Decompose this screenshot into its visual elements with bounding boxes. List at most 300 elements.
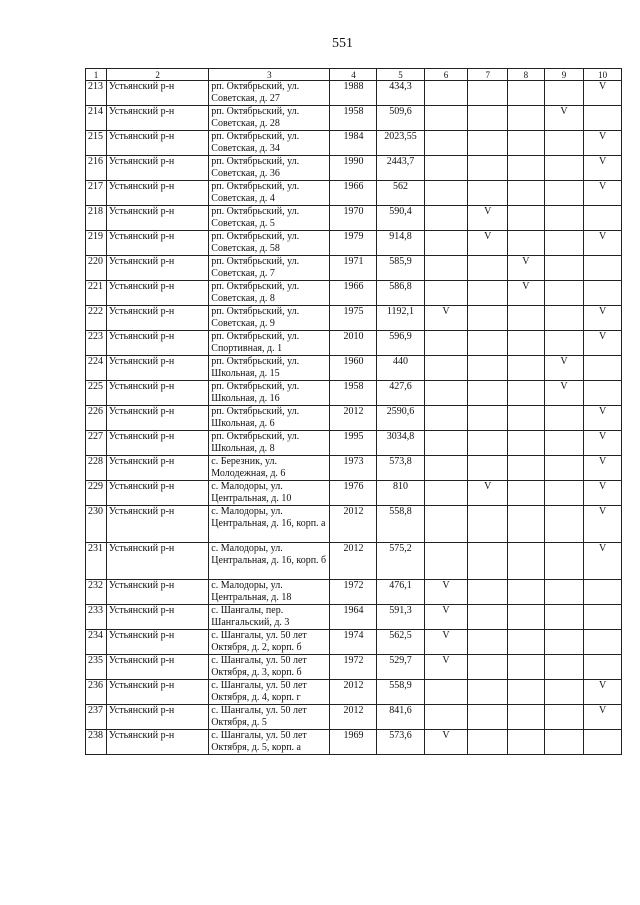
address-cell: рп. Октябрьский, ул. Советская, д. 5 — [209, 206, 330, 231]
mark-cell-col9: V — [544, 356, 584, 381]
year-cell: 2012 — [330, 506, 377, 543]
address-cell: с. Шангалы, ул. 50 лет Октября, д. 3, корп. б — [209, 655, 330, 680]
mark-cell-col8 — [508, 206, 545, 231]
row-number-cell: 222 — [86, 306, 107, 331]
mark-cell-col6 — [424, 456, 468, 481]
mark-cell-col10: V — [584, 306, 622, 331]
mark-cell-col7 — [468, 431, 508, 456]
area-cell: 2590,6 — [377, 406, 424, 431]
row-number-cell: 231 — [86, 543, 107, 580]
district-cell: Устьянский р-н — [106, 306, 208, 331]
row-number-cell: 236 — [86, 680, 107, 705]
mark-cell-col6 — [424, 81, 468, 106]
district-cell: Устьянский р-н — [106, 206, 208, 231]
district-cell: Устьянский р-н — [106, 506, 208, 543]
mark-cell-col8 — [508, 630, 545, 655]
area-cell: 575,2 — [377, 543, 424, 580]
mark-cell-col10 — [584, 281, 622, 306]
area-cell: 1192,1 — [377, 306, 424, 331]
mark-cell-col8 — [508, 131, 545, 156]
mark-cell-col8 — [508, 680, 545, 705]
address-cell: рп. Октябрьский, ул. Школьная, д. 8 — [209, 431, 330, 456]
area-cell: 573,6 — [377, 730, 424, 755]
mark-cell-col9 — [544, 543, 584, 580]
address-cell: рп. Октябрьский, ул. Советская, д. 7 — [209, 256, 330, 281]
address-cell: с. Шангалы, ул. 50 лет Октября, д. 5 — [209, 705, 330, 730]
mark-cell-col10: V — [584, 456, 622, 481]
table-row — [86, 331, 622, 356]
mark-cell-col8 — [508, 231, 545, 256]
district-cell: Устьянский р-н — [106, 131, 208, 156]
mark-cell-col9 — [544, 206, 584, 231]
district-cell: Устьянский р-н — [106, 705, 208, 730]
mark-cell-col8 — [508, 106, 545, 131]
mark-cell-col8 — [508, 156, 545, 181]
mark-cell-col10 — [584, 580, 622, 605]
mark-cell-col7 — [468, 306, 508, 331]
column-header: 10 — [584, 69, 622, 81]
address-cell: рп. Октябрьский, ул. Советская, д. 27 — [209, 81, 330, 106]
row-number-cell: 234 — [86, 630, 107, 655]
year-cell: 1972 — [330, 580, 377, 605]
mark-cell-col7: V — [468, 231, 508, 256]
mark-cell-col6 — [424, 181, 468, 206]
row-number-cell: 229 — [86, 481, 107, 506]
table-row — [86, 705, 622, 730]
mark-cell-col6: V — [424, 630, 468, 655]
mark-cell-col6: V — [424, 655, 468, 680]
area-cell: 427,6 — [377, 381, 424, 406]
mark-cell-col10 — [584, 356, 622, 381]
mark-cell-col7 — [468, 131, 508, 156]
area-cell: 562,5 — [377, 630, 424, 655]
mark-cell-col9 — [544, 630, 584, 655]
mark-cell-col9 — [544, 481, 584, 506]
mark-cell-col8 — [508, 481, 545, 506]
table-row — [86, 81, 622, 106]
table-row — [86, 506, 622, 543]
mark-cell-col8 — [508, 81, 545, 106]
mark-cell-col6 — [424, 543, 468, 580]
column-header: 1 — [86, 69, 107, 81]
year-cell: 1988 — [330, 81, 377, 106]
area-cell: 558,8 — [377, 506, 424, 543]
table-row — [86, 543, 622, 580]
district-cell: Устьянский р-н — [106, 481, 208, 506]
address-cell: рп. Октябрьский, ул. Школьная, д. 15 — [209, 356, 330, 381]
row-number-cell: 232 — [86, 580, 107, 605]
row-number-cell: 230 — [86, 506, 107, 543]
area-cell: 590,4 — [377, 206, 424, 231]
address-cell: рп. Октябрьский, ул. Советская, д. 58 — [209, 231, 330, 256]
table-row — [86, 730, 622, 755]
address-cell: с. Березник, ул. Молодежная, д. 6 — [209, 456, 330, 481]
mark-cell-col6 — [424, 331, 468, 356]
area-cell: 440 — [377, 356, 424, 381]
year-cell: 2012 — [330, 543, 377, 580]
table-row — [86, 655, 622, 680]
mark-cell-col10 — [584, 630, 622, 655]
table-row — [86, 356, 622, 381]
mark-cell-col10: V — [584, 406, 622, 431]
column-header: 2 — [106, 69, 208, 81]
address-cell: с. Малодоры, ул. Центральная, д. 16, корп. а — [209, 506, 330, 543]
table-body — [86, 81, 622, 755]
year-cell: 1976 — [330, 481, 377, 506]
mark-cell-col9 — [544, 406, 584, 431]
year-cell: 2012 — [330, 680, 377, 705]
year-cell: 1990 — [330, 156, 377, 181]
mark-cell-col10: V — [584, 131, 622, 156]
district-cell: Устьянский р-н — [106, 181, 208, 206]
district-cell: Устьянский р-н — [106, 730, 208, 755]
district-cell: Устьянский р-н — [106, 156, 208, 181]
year-cell: 1966 — [330, 181, 377, 206]
mark-cell-col6: V — [424, 605, 468, 630]
column-header: 9 — [544, 69, 584, 81]
mark-cell-col6: V — [424, 306, 468, 331]
table-row — [86, 406, 622, 431]
mark-cell-col8 — [508, 406, 545, 431]
mark-cell-col7: V — [468, 206, 508, 231]
mark-cell-col10: V — [584, 81, 622, 106]
mark-cell-col8 — [508, 456, 545, 481]
mark-cell-col7 — [468, 281, 508, 306]
row-number-cell: 228 — [86, 456, 107, 481]
column-number-header-row — [86, 69, 622, 81]
area-cell: 585,9 — [377, 256, 424, 281]
column-header: 4 — [330, 69, 377, 81]
address-cell: рп. Октябрьский, ул. Школьная, д. 16 — [209, 381, 330, 406]
mark-cell-col7 — [468, 705, 508, 730]
table-row — [86, 231, 622, 256]
year-cell: 1972 — [330, 655, 377, 680]
mark-cell-col8 — [508, 381, 545, 406]
row-number-cell: 214 — [86, 106, 107, 131]
row-number-cell: 226 — [86, 406, 107, 431]
mark-cell-col8 — [508, 331, 545, 356]
district-cell: Устьянский р-н — [106, 256, 208, 281]
mark-cell-col9 — [544, 181, 584, 206]
area-cell: 596,9 — [377, 331, 424, 356]
mark-cell-col7 — [468, 106, 508, 131]
mark-cell-col6: V — [424, 580, 468, 605]
mark-cell-col9 — [544, 331, 584, 356]
area-cell: 562 — [377, 181, 424, 206]
mark-cell-col10 — [584, 381, 622, 406]
year-cell: 1974 — [330, 630, 377, 655]
mark-cell-col10: V — [584, 506, 622, 543]
mark-cell-col6 — [424, 156, 468, 181]
district-cell: Устьянский р-н — [106, 81, 208, 106]
mark-cell-col10: V — [584, 231, 622, 256]
year-cell: 1966 — [330, 281, 377, 306]
mark-cell-col8 — [508, 705, 545, 730]
mark-cell-col6 — [424, 406, 468, 431]
table-row — [86, 106, 622, 131]
mark-cell-col6 — [424, 131, 468, 156]
row-number-cell: 233 — [86, 605, 107, 630]
address-cell: с. Шангалы, пер. Шангальский, д. 3 — [209, 605, 330, 630]
row-number-cell: 213 — [86, 81, 107, 106]
mark-cell-col10: V — [584, 543, 622, 580]
mark-cell-col8 — [508, 605, 545, 630]
mark-cell-col7 — [468, 630, 508, 655]
mark-cell-col10 — [584, 256, 622, 281]
district-cell: Устьянский р-н — [106, 456, 208, 481]
mark-cell-col9 — [544, 256, 584, 281]
mark-cell-col10 — [584, 605, 622, 630]
district-cell: Устьянский р-н — [106, 655, 208, 680]
mark-cell-col10 — [584, 206, 622, 231]
address-cell: рп. Октябрьский, ул. Советская, д. 9 — [209, 306, 330, 331]
district-cell: Устьянский р-н — [106, 630, 208, 655]
mark-cell-col8 — [508, 431, 545, 456]
area-cell: 841,6 — [377, 705, 424, 730]
mark-cell-col7: V — [468, 481, 508, 506]
district-cell: Устьянский р-н — [106, 281, 208, 306]
mark-cell-col7 — [468, 580, 508, 605]
table-row — [86, 580, 622, 605]
year-cell: 1995 — [330, 431, 377, 456]
mark-cell-col6: V — [424, 730, 468, 755]
mark-cell-col9: V — [544, 106, 584, 131]
mark-cell-col10: V — [584, 156, 622, 181]
mark-cell-col10: V — [584, 680, 622, 705]
address-cell: с. Шангалы, ул. 50 лет Октября, д. 2, корп. б — [209, 630, 330, 655]
mark-cell-col10: V — [584, 431, 622, 456]
mark-cell-col7 — [468, 181, 508, 206]
mark-cell-col9 — [544, 506, 584, 543]
mark-cell-col8 — [508, 730, 545, 755]
mark-cell-col9 — [544, 705, 584, 730]
district-cell: Устьянский р-н — [106, 106, 208, 131]
table-row — [86, 456, 622, 481]
mark-cell-col9 — [544, 306, 584, 331]
mark-cell-col7 — [468, 156, 508, 181]
mark-cell-col9 — [544, 81, 584, 106]
mark-cell-col9 — [544, 655, 584, 680]
table-row — [86, 381, 622, 406]
year-cell: 1970 — [330, 206, 377, 231]
mark-cell-col9 — [544, 131, 584, 156]
table-row — [86, 481, 622, 506]
year-cell: 1979 — [330, 231, 377, 256]
row-number-cell: 216 — [86, 156, 107, 181]
mark-cell-col7 — [468, 543, 508, 580]
column-header: 7 — [468, 69, 508, 81]
mark-cell-col8 — [508, 181, 545, 206]
mark-cell-col7 — [468, 680, 508, 705]
row-number-cell: 237 — [86, 705, 107, 730]
area-cell: 3034,8 — [377, 431, 424, 456]
district-cell: Устьянский р-н — [106, 331, 208, 356]
address-cell: с. Малодоры, ул. Центральная, д. 16, корп. б — [209, 543, 330, 580]
mark-cell-col8 — [508, 306, 545, 331]
mark-cell-col7 — [468, 331, 508, 356]
mark-cell-col6 — [424, 256, 468, 281]
year-cell: 2012 — [330, 406, 377, 431]
table-row — [86, 306, 622, 331]
area-cell: 586,8 — [377, 281, 424, 306]
mark-cell-col8 — [508, 580, 545, 605]
table-row — [86, 256, 622, 281]
year-cell: 1958 — [330, 381, 377, 406]
mark-cell-col6 — [424, 281, 468, 306]
row-number-cell: 238 — [86, 730, 107, 755]
mark-cell-col9 — [544, 231, 584, 256]
address-cell: с. Шангалы, ул. 50 лет Октября, д. 5, корп. а — [209, 730, 330, 755]
table-row — [86, 206, 622, 231]
row-number-cell: 215 — [86, 131, 107, 156]
district-cell: Устьянский р-н — [106, 605, 208, 630]
year-cell: 1975 — [330, 306, 377, 331]
mark-cell-col9 — [544, 605, 584, 630]
page-number: 551 — [332, 36, 353, 51]
year-cell: 1960 — [330, 356, 377, 381]
table-row — [86, 431, 622, 456]
mark-cell-col9 — [544, 730, 584, 755]
address-cell: рп. Октябрьский, ул. Школьная, д. 6 — [209, 406, 330, 431]
row-number-cell: 235 — [86, 655, 107, 680]
year-cell: 1973 — [330, 456, 377, 481]
mark-cell-col7 — [468, 605, 508, 630]
mark-cell-col10 — [584, 106, 622, 131]
mark-cell-col6 — [424, 680, 468, 705]
area-cell: 509,6 — [377, 106, 424, 131]
mark-cell-col9 — [544, 580, 584, 605]
column-header: 3 — [209, 69, 330, 81]
row-number-cell: 219 — [86, 231, 107, 256]
district-cell: Устьянский р-н — [106, 356, 208, 381]
table-row — [86, 630, 622, 655]
area-cell: 573,8 — [377, 456, 424, 481]
mark-cell-col7 — [468, 456, 508, 481]
mark-cell-col9: V — [544, 381, 584, 406]
year-cell: 2010 — [330, 331, 377, 356]
mark-cell-col6 — [424, 106, 468, 131]
area-cell: 810 — [377, 481, 424, 506]
address-cell: с. Шангалы, ул. 50 лет Октября, д. 4, корп. г — [209, 680, 330, 705]
mark-cell-col9 — [544, 680, 584, 705]
mark-cell-col10: V — [584, 331, 622, 356]
row-number-cell: 224 — [86, 356, 107, 381]
district-cell: Устьянский р-н — [106, 580, 208, 605]
mark-cell-col7 — [468, 506, 508, 543]
table-row — [86, 281, 622, 306]
year-cell: 1958 — [330, 106, 377, 131]
address-cell: с. Малодоры, ул. Центральная, д. 10 — [209, 481, 330, 506]
column-header: 8 — [508, 69, 545, 81]
table-row — [86, 605, 622, 630]
district-cell: Устьянский р-н — [106, 406, 208, 431]
district-cell: Устьянский р-н — [106, 680, 208, 705]
area-cell: 591,3 — [377, 605, 424, 630]
row-number-cell: 221 — [86, 281, 107, 306]
table-row — [86, 156, 622, 181]
mark-cell-col8: V — [508, 256, 545, 281]
mark-cell-col7 — [468, 406, 508, 431]
year-cell: 1984 — [330, 131, 377, 156]
area-cell: 558,9 — [377, 680, 424, 705]
district-cell: Устьянский р-н — [106, 431, 208, 456]
row-number-cell: 227 — [86, 431, 107, 456]
row-number-cell: 218 — [86, 206, 107, 231]
mark-cell-col8: V — [508, 281, 545, 306]
mark-cell-col9 — [544, 281, 584, 306]
mark-cell-col10 — [584, 655, 622, 680]
mark-cell-col6 — [424, 356, 468, 381]
mark-cell-col6 — [424, 481, 468, 506]
address-cell: рп. Октябрьский, ул. Советская, д. 28 — [209, 106, 330, 131]
area-cell: 2443,7 — [377, 156, 424, 181]
mark-cell-col6 — [424, 705, 468, 730]
mark-cell-col7 — [468, 381, 508, 406]
year-cell: 2012 — [330, 705, 377, 730]
year-cell: 1969 — [330, 730, 377, 755]
row-number-cell: 225 — [86, 381, 107, 406]
district-cell: Устьянский р-н — [106, 543, 208, 580]
mark-cell-col8 — [508, 655, 545, 680]
mark-cell-col10: V — [584, 481, 622, 506]
address-cell: с. Малодоры, ул. Центральная, д. 18 — [209, 580, 330, 605]
mark-cell-col10: V — [584, 181, 622, 206]
mark-cell-col8 — [508, 356, 545, 381]
mark-cell-col9 — [544, 431, 584, 456]
area-cell: 434,3 — [377, 81, 424, 106]
district-cell: Устьянский р-н — [106, 231, 208, 256]
table-row — [86, 181, 622, 206]
area-cell: 914,8 — [377, 231, 424, 256]
area-cell: 476,1 — [377, 580, 424, 605]
year-cell: 1964 — [330, 605, 377, 630]
housing-register-table — [85, 68, 622, 755]
mark-cell-col8 — [508, 506, 545, 543]
row-number-cell: 223 — [86, 331, 107, 356]
mark-cell-col6 — [424, 506, 468, 543]
column-header: 6 — [424, 69, 468, 81]
mark-cell-col10 — [584, 730, 622, 755]
address-cell: рп. Октябрьский, ул. Советская, д. 8 — [209, 281, 330, 306]
table-row — [86, 131, 622, 156]
mark-cell-col6 — [424, 206, 468, 231]
mark-cell-col6 — [424, 381, 468, 406]
mark-cell-col9 — [544, 156, 584, 181]
address-cell: рп. Октябрьский, ул. Советская, д. 34 — [209, 131, 330, 156]
mark-cell-col7 — [468, 655, 508, 680]
district-cell: Устьянский р-н — [106, 381, 208, 406]
mark-cell-col7 — [468, 356, 508, 381]
address-cell: рп. Октябрьский, ул. Советская, д. 36 — [209, 156, 330, 181]
address-cell: рп. Октябрьский, ул. Спортивная, д. 1 — [209, 331, 330, 356]
row-number-cell: 217 — [86, 181, 107, 206]
row-number-cell: 220 — [86, 256, 107, 281]
address-cell: рп. Октябрьский, ул. Советская, д. 4 — [209, 181, 330, 206]
mark-cell-col9 — [544, 456, 584, 481]
mark-cell-col6 — [424, 431, 468, 456]
column-header: 5 — [377, 69, 424, 81]
area-cell: 529,7 — [377, 655, 424, 680]
table-row — [86, 680, 622, 705]
mark-cell-col8 — [508, 543, 545, 580]
area-cell: 2023,55 — [377, 131, 424, 156]
mark-cell-col7 — [468, 730, 508, 755]
mark-cell-col7 — [468, 256, 508, 281]
mark-cell-col10: V — [584, 705, 622, 730]
year-cell: 1971 — [330, 256, 377, 281]
mark-cell-col7 — [468, 81, 508, 106]
mark-cell-col6 — [424, 231, 468, 256]
